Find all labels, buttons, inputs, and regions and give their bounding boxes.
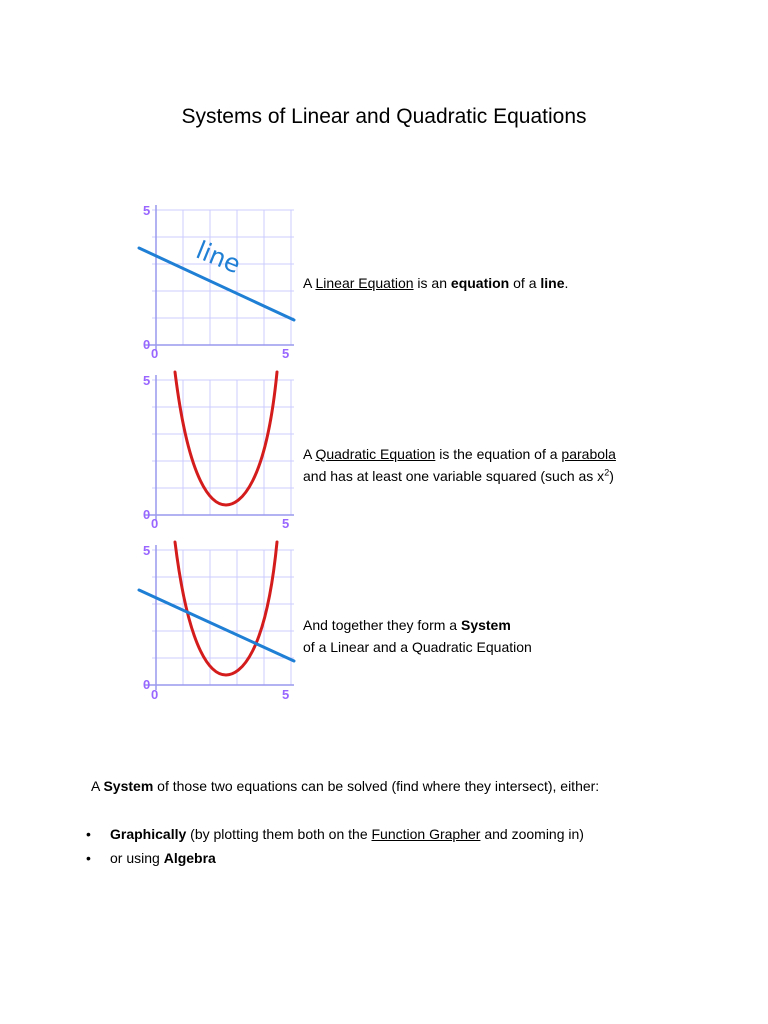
system-graph-svg <box>134 540 296 705</box>
bullet1-text2: and zooming in) <box>480 826 584 842</box>
parabola-link[interactable]: parabola <box>561 446 616 462</box>
algebra-label: Algebra <box>163 850 216 866</box>
paragraph-prefix: A <box>91 778 104 794</box>
x-min-tick: 0 <box>151 687 159 702</box>
y-max-tick: 5 <box>143 203 151 218</box>
linear-bold-equation: equation <box>450 275 510 291</box>
system-caption-line1 <box>303 614 532 636</box>
linear-caption <box>303 272 568 294</box>
page-title: Systems of Linear and Quadratic Equations <box>181 105 587 128</box>
quadratic-caption <box>303 443 616 487</box>
x-min-tick: 0 <box>151 516 159 530</box>
graphically-label: Graphically <box>110 826 187 842</box>
x-max-tick: 5 <box>282 346 290 360</box>
y-min-tick: 0 <box>143 337 151 352</box>
quadratic-equation-link[interactable]: Quadratic Equation <box>315 446 436 462</box>
quadratic-prefix: A <box>303 446 316 462</box>
linear-prefix: A <box>303 275 316 291</box>
parabola-curve <box>175 542 277 675</box>
paragraph-text: of those two equations can be solved (find where they intersect), either: <box>153 778 600 794</box>
linear-equation-link[interactable]: Linear Equation <box>315 275 414 291</box>
y-min-tick: 0 <box>143 507 151 522</box>
system-graph <box>134 540 296 705</box>
system-caption-line2: of a Linear and a Quadratic Equation <box>303 639 532 655</box>
system-caption <box>303 614 532 658</box>
quadratic-mid: is the equation of a <box>435 446 562 462</box>
quadratic-line2-end: ) <box>609 468 614 484</box>
system-bold: System <box>460 617 511 633</box>
y-min-tick: 0 <box>143 677 151 692</box>
bullet1-text1: (by plotting them both on the <box>186 826 372 842</box>
bullet-icon: • <box>86 850 91 866</box>
linear-graph-svg <box>134 200 296 360</box>
quadratic-graph <box>134 370 296 530</box>
solution-paragraph <box>91 775 599 797</box>
method-list <box>86 822 584 870</box>
x-max-tick: 5 <box>282 687 290 702</box>
list-item <box>86 846 584 870</box>
list-item <box>86 822 584 846</box>
linear-mid2: of a <box>509 275 541 291</box>
x-min-tick: 0 <box>151 346 159 360</box>
y-max-tick: 5 <box>143 543 151 558</box>
parabola-curve <box>175 372 277 505</box>
line-annotation: line <box>192 235 245 280</box>
quadratic-caption-line1 <box>303 443 616 465</box>
bullet2-text: or using <box>110 850 164 866</box>
quadratic-graph-svg <box>134 370 296 530</box>
paragraph-bold-system: System <box>103 778 154 794</box>
linear-line <box>139 590 294 661</box>
linear-graph <box>134 200 296 360</box>
quadratic-caption-line2 <box>303 465 616 487</box>
x-max-tick: 5 <box>282 516 290 530</box>
linear-mid: is an <box>413 275 451 291</box>
y-max-tick: 5 <box>143 373 151 388</box>
quadratic-line2: and has at least one variable squared (such as x <box>303 468 605 484</box>
bullet-icon: • <box>86 826 91 842</box>
quadratic-superscript: 2 <box>604 467 610 478</box>
function-grapher-link[interactable]: Function Grapher <box>371 826 481 842</box>
system-line1: And together they form a <box>303 617 461 633</box>
linear-suffix: . <box>564 275 569 291</box>
linear-bold-line: line <box>540 275 565 291</box>
